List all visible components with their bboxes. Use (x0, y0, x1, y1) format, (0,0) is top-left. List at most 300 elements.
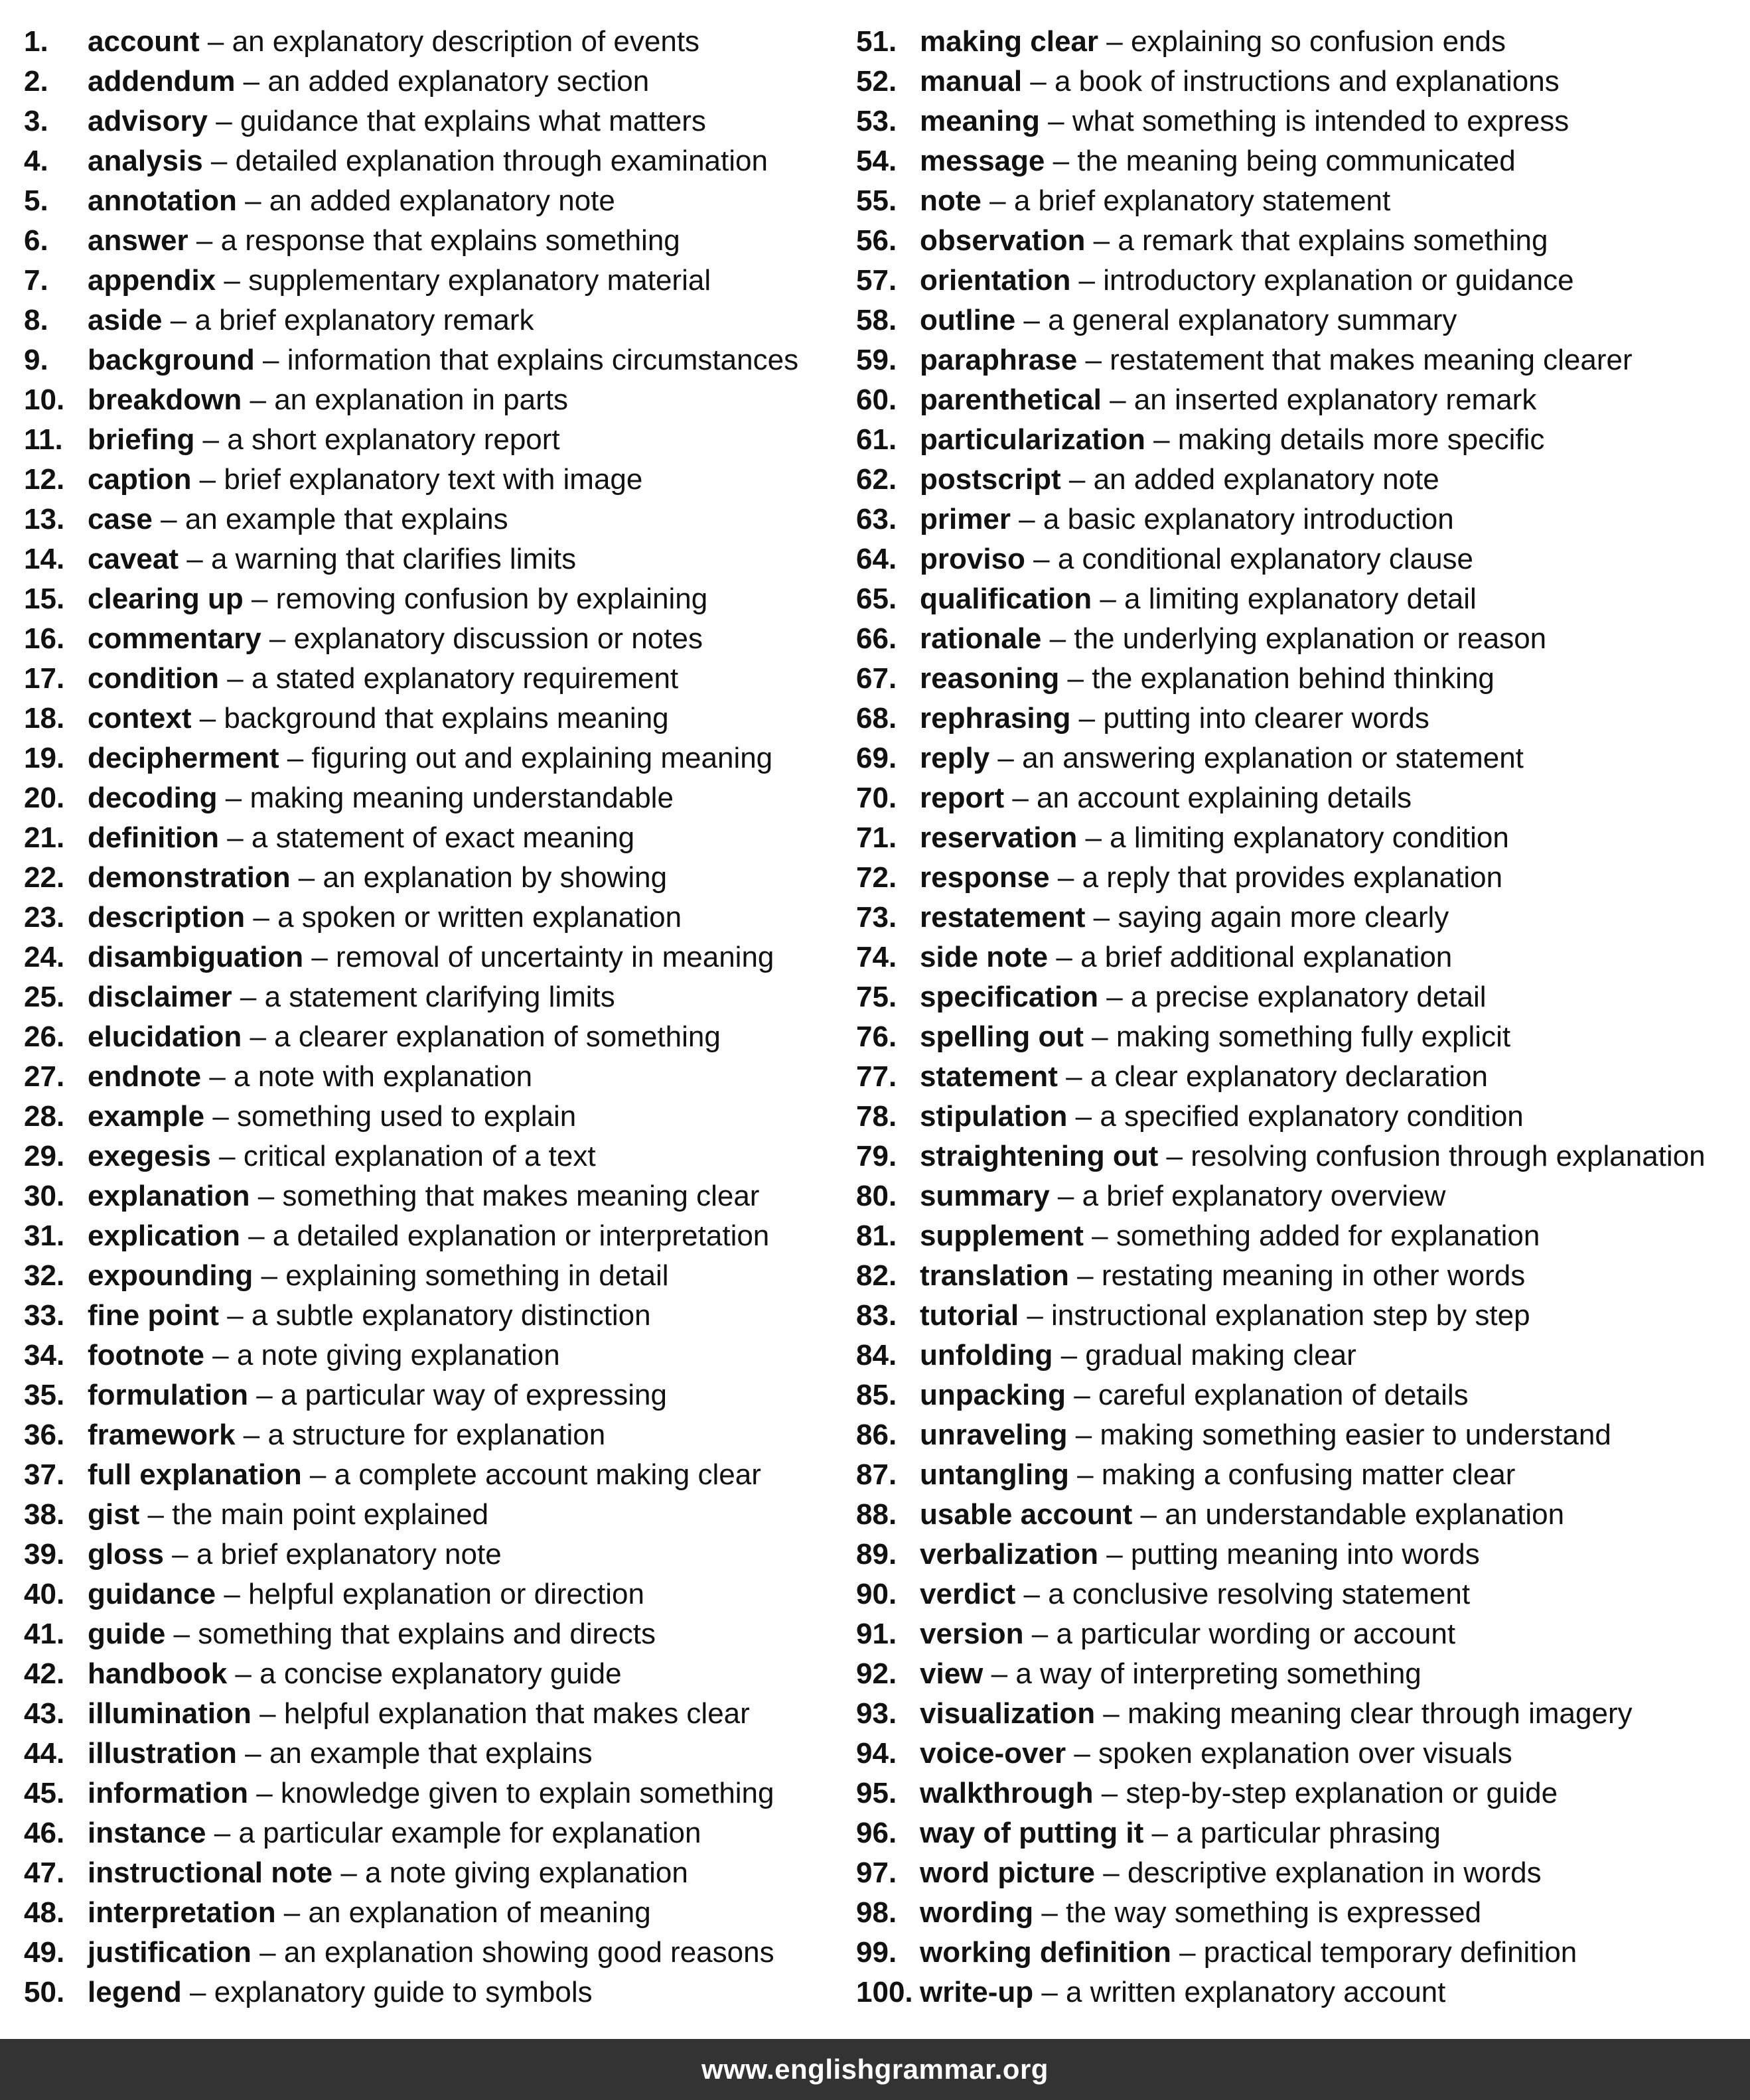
item-number: 67. (856, 662, 897, 695)
list-item (856, 778, 1739, 818)
list-item (24, 1256, 853, 1296)
item-number: 61. (856, 423, 897, 456)
list-item (24, 1415, 853, 1455)
list-item (24, 659, 853, 699)
item-body (920, 1614, 1455, 1654)
item-body (920, 659, 1495, 699)
item-separator: – (240, 1220, 273, 1252)
list-item (24, 420, 853, 460)
item-term: exegesis (88, 1140, 211, 1172)
item-number: 91. (856, 1618, 897, 1650)
item-definition: restating meaning in other words (1101, 1259, 1526, 1292)
item-number: 100. (856, 1976, 913, 2008)
list-item (856, 579, 1739, 619)
item-definition: the way something is expressed (1066, 1896, 1482, 1929)
item-body (920, 778, 1412, 818)
item-separator: – (1101, 384, 1134, 416)
item-term: explanation (88, 1180, 250, 1212)
item-term: unraveling (920, 1419, 1068, 1451)
item-term: statement (920, 1060, 1058, 1093)
list-item (24, 1535, 853, 1575)
item-body (920, 141, 1516, 181)
list-item (856, 1097, 1739, 1137)
list-item (856, 102, 1739, 141)
item-body (920, 1415, 1611, 1455)
item-definition: a limiting explanatory condition (1110, 821, 1509, 854)
item-body (88, 22, 699, 62)
item-separator: – (983, 1657, 1016, 1690)
item-separator: – (218, 662, 252, 695)
item-term: message (920, 145, 1045, 177)
item-term: observation (920, 224, 1086, 257)
list-item (856, 1495, 1739, 1535)
item-number: 26. (24, 1020, 65, 1053)
item-definition: making something fully explicit (1116, 1020, 1511, 1053)
item-body (920, 1137, 1706, 1176)
item-separator: – (191, 702, 224, 735)
item-definition: a brief explanatory overview (1082, 1180, 1446, 1212)
item-number: 27. (24, 1060, 65, 1093)
item-number: 12. (24, 463, 65, 496)
item-body (88, 938, 774, 977)
item-separator: – (290, 861, 323, 894)
item-term: qualification (920, 583, 1092, 615)
item-body (920, 1097, 1524, 1137)
item-separator: – (217, 782, 250, 814)
item-body (920, 380, 1536, 420)
list-item (24, 102, 853, 141)
item-separator: – (204, 1100, 238, 1133)
item-term: information (88, 1777, 248, 1809)
item-term: report (920, 782, 1005, 814)
item-separator: – (248, 1777, 281, 1809)
item-number: 48. (24, 1896, 65, 1929)
item-term: elucidation (88, 1020, 242, 1053)
item-definition: a clearer explanation of something (274, 1020, 721, 1053)
item-body (920, 938, 1452, 977)
item-definition: a note with explanation (234, 1060, 533, 1093)
list-item (856, 1336, 1739, 1375)
item-number: 93. (856, 1697, 897, 1730)
list-item (856, 460, 1739, 500)
item-number: 14. (24, 543, 65, 575)
item-term: wording (920, 1896, 1034, 1929)
item-number: 43. (24, 1697, 65, 1730)
item-definition: a stated explanatory requirement (251, 662, 679, 695)
item-term: unpacking (920, 1379, 1066, 1411)
list-item (856, 818, 1739, 858)
item-separator: – (1015, 304, 1049, 336)
list-item (24, 500, 853, 539)
item-number: 16. (24, 622, 65, 655)
item-number: 99. (856, 1936, 897, 1969)
list-item (24, 1495, 853, 1535)
item-body (88, 977, 615, 1017)
item-body (88, 1654, 622, 1694)
item-definition: background that explains meaning (224, 702, 669, 735)
item-number: 35. (24, 1379, 65, 1411)
list-item (24, 699, 853, 738)
item-number: 84. (856, 1339, 897, 1371)
item-definition: knowledge given to explain something (280, 1777, 774, 1809)
item-number: 62. (856, 463, 897, 496)
item-number: 81. (856, 1220, 897, 1252)
item-term: note (920, 184, 982, 217)
item-separator: – (1022, 65, 1055, 98)
item-term: verdict (920, 1578, 1016, 1610)
item-separator: – (1010, 503, 1043, 535)
item-body (920, 1017, 1510, 1057)
item-separator: – (139, 1498, 173, 1531)
item-number: 21. (24, 821, 65, 854)
list-item (856, 261, 1739, 301)
item-definition: what something is intended to express (1072, 105, 1569, 137)
item-number: 17. (24, 662, 65, 695)
list-item (24, 62, 853, 102)
item-definition: an answering explanation or statement (1022, 742, 1524, 774)
item-body (88, 778, 674, 818)
item-body (88, 1614, 656, 1654)
item-definition: saying again more clearly (1118, 901, 1449, 934)
item-body (88, 1495, 488, 1535)
item-body (88, 181, 615, 221)
item-body (88, 738, 772, 778)
item-separator: – (1041, 622, 1074, 655)
item-body (88, 898, 682, 938)
item-definition: the meaning being communicated (1077, 145, 1516, 177)
item-term: unfolding (920, 1339, 1053, 1371)
item-number: 82. (856, 1259, 897, 1292)
list-item (24, 938, 853, 977)
item-separator: – (1025, 543, 1058, 575)
item-body (88, 1575, 644, 1614)
item-definition: resolving confusion through explanation (1191, 1140, 1706, 1172)
item-number: 24. (24, 941, 65, 973)
list-item (24, 738, 853, 778)
item-term: expounding (88, 1259, 254, 1292)
item-body (88, 62, 649, 102)
list-item (24, 1893, 853, 1933)
item-term: example (88, 1100, 205, 1133)
item-term: side note (920, 941, 1049, 973)
item-definition: a particular phrasing (1176, 1817, 1441, 1849)
item-term: word picture (920, 1856, 1096, 1889)
item-definition: explaining something in detail (285, 1259, 669, 1292)
item-definition: spoken explanation over visuals (1098, 1737, 1512, 1770)
item-definition: a conditional explanatory clause (1057, 543, 1474, 575)
item-definition: information that explains circumstances (287, 344, 799, 376)
item-number: 45. (24, 1777, 65, 1809)
item-number: 20. (24, 782, 65, 814)
item-definition: helpful explanation that makes clear (283, 1697, 750, 1730)
item-number: 97. (856, 1856, 897, 1889)
item-body (88, 1375, 667, 1415)
item-number: 94. (856, 1737, 897, 1770)
item-term: gloss (88, 1538, 164, 1571)
item-term: outline (920, 304, 1016, 336)
item-term: annotation (88, 184, 237, 217)
item-number: 47. (24, 1856, 65, 1889)
item-number: 80. (856, 1180, 897, 1212)
item-body (88, 261, 711, 301)
item-number: 25. (24, 981, 65, 1013)
item-body (920, 22, 1506, 62)
item-term: briefing (88, 423, 195, 456)
item-separator: – (1033, 1976, 1066, 2008)
item-number: 5. (24, 184, 48, 217)
item-number: 53. (856, 105, 897, 137)
item-number: 92. (856, 1657, 897, 1690)
item-separator: – (181, 1976, 214, 2008)
item-separator: – (216, 1578, 249, 1610)
item-separator: – (1158, 1140, 1191, 1172)
item-number: 33. (24, 1299, 65, 1332)
item-body (920, 261, 1574, 301)
item-separator: – (1077, 344, 1110, 376)
item-number: 40. (24, 1578, 65, 1610)
list-item (24, 1296, 853, 1336)
item-term: verbalization (920, 1538, 1098, 1571)
list-item (856, 699, 1739, 738)
item-term: justification (88, 1936, 252, 1969)
item-separator: – (243, 583, 276, 615)
list-item (24, 1336, 853, 1375)
item-separator: – (232, 981, 265, 1013)
list-item (856, 858, 1739, 898)
item-body (88, 539, 576, 579)
list-item (856, 420, 1739, 460)
item-body (88, 1774, 774, 1813)
item-body (88, 380, 568, 420)
item-separator: – (1077, 821, 1110, 854)
item-separator: – (1085, 901, 1118, 934)
item-separator: – (188, 224, 221, 257)
item-definition: a note giving explanation (365, 1856, 688, 1889)
item-term: clearing up (88, 583, 244, 615)
item-definition: a brief explanatory statement (1013, 184, 1391, 217)
item-number: 90. (856, 1578, 897, 1610)
item-body (88, 1415, 605, 1455)
item-body (920, 1535, 1480, 1575)
item-definition: a spoken or written explanation (277, 901, 682, 934)
item-definition: putting meaning into words (1130, 1538, 1480, 1571)
item-definition: a note giving explanation (236, 1339, 560, 1371)
item-body (88, 102, 706, 141)
list-item (856, 1256, 1739, 1296)
item-body (920, 1973, 1445, 2012)
item-separator: – (210, 1140, 244, 1172)
list-item (856, 1614, 1739, 1654)
item-definition: a warning that clarifies limits (210, 543, 577, 575)
item-number: 69. (856, 742, 897, 774)
item-number: 78. (856, 1100, 897, 1133)
item-number: 36. (24, 1419, 65, 1451)
list-item (856, 898, 1739, 938)
item-definition: something added for explanation (1116, 1220, 1540, 1252)
item-term: parenthetical (920, 384, 1102, 416)
item-definition: the underlying explanation or reason (1074, 622, 1547, 655)
item-number: 52. (856, 65, 897, 98)
item-number: 87. (856, 1458, 897, 1491)
item-definition: an explanation by showing (323, 861, 668, 894)
item-body (920, 102, 1569, 141)
item-separator: – (1066, 1379, 1098, 1411)
item-number: 13. (24, 503, 65, 535)
item-body (920, 1375, 1469, 1415)
item-separator: – (1083, 1220, 1116, 1252)
item-separator: – (207, 105, 240, 137)
item-separator: – (1070, 264, 1104, 297)
item-term: visualization (920, 1697, 1096, 1730)
item-term: stipulation (920, 1100, 1068, 1133)
list-item (24, 141, 853, 181)
list-item (24, 22, 853, 62)
item-body (88, 1694, 750, 1734)
item-definition: a written explanatory account (1066, 1976, 1446, 2008)
item-separator: – (250, 1180, 283, 1212)
list-item (24, 1176, 853, 1216)
item-term: formulation (88, 1379, 248, 1411)
item-number: 31. (24, 1220, 65, 1252)
item-term: voice-over (920, 1737, 1066, 1770)
item-body (88, 500, 508, 539)
item-body (920, 1296, 1530, 1336)
item-separator: – (1083, 1020, 1116, 1053)
item-number: 65. (856, 583, 897, 615)
item-separator: – (162, 304, 195, 336)
item-separator: – (191, 463, 224, 496)
item-body (920, 221, 1548, 261)
list-item (856, 1375, 1739, 1415)
item-term: making clear (920, 25, 1099, 58)
item-number: 50. (24, 1976, 65, 2008)
item-separator: – (227, 1657, 260, 1690)
item-body (920, 699, 1429, 738)
item-term: specification (920, 981, 1098, 1013)
item-definition: restatement that makes meaning clearer (1110, 344, 1633, 376)
item-number: 57. (856, 264, 897, 297)
item-term: particularization (920, 423, 1145, 456)
item-separator: – (218, 1299, 252, 1332)
item-definition: explaining so confusion ends (1130, 25, 1506, 58)
item-body (88, 1973, 593, 2012)
item-term: guide (88, 1618, 166, 1650)
item-body (920, 1575, 1470, 1614)
item-separator: – (242, 384, 275, 416)
item-term: condition (88, 662, 219, 695)
item-number: 59. (856, 344, 897, 376)
item-separator: – (1098, 981, 1131, 1013)
item-definition: a brief additional explanation (1080, 941, 1453, 973)
item-body (920, 62, 1560, 102)
item-body (920, 1654, 1422, 1694)
item-definition: a particular way of expressing (280, 1379, 667, 1411)
item-body (920, 1256, 1525, 1296)
item-body (88, 1933, 774, 1973)
item-number: 19. (24, 742, 65, 774)
item-number: 96. (856, 1817, 897, 1849)
item-body (88, 1097, 576, 1137)
item-body (88, 1017, 721, 1057)
item-separator: – (1145, 423, 1178, 456)
list-item (856, 141, 1739, 181)
item-separator: – (1049, 861, 1082, 894)
item-separator: – (202, 145, 236, 177)
item-separator: – (1171, 1936, 1204, 1969)
list-item (24, 301, 853, 340)
list-item (24, 1375, 853, 1415)
item-definition: an explanation of meaning (308, 1896, 651, 1929)
item-definition: a statement of exact meaning (251, 821, 635, 854)
item-body (88, 1813, 701, 1853)
item-definition: careful explanation of details (1098, 1379, 1469, 1411)
item-separator: – (1132, 1498, 1165, 1531)
list-item (24, 1853, 853, 1893)
item-number: 85. (856, 1379, 897, 1411)
item-separator: – (981, 184, 1014, 217)
item-separator: – (1066, 1737, 1099, 1770)
list-item (856, 1535, 1739, 1575)
item-definition: an understandable explanation (1165, 1498, 1565, 1531)
item-body (920, 1455, 1515, 1495)
item-number: 3. (24, 105, 48, 137)
item-term: tutorial (920, 1299, 1019, 1332)
item-term: framework (88, 1419, 236, 1451)
list-item (24, 1973, 853, 2012)
item-separator: – (253, 1259, 286, 1292)
item-definition: a particular example for explanation (238, 1817, 701, 1849)
list-item (24, 1455, 853, 1495)
item-body (88, 340, 798, 380)
item-body (920, 1734, 1512, 1774)
list-item (24, 1654, 853, 1694)
item-separator: – (261, 622, 294, 655)
item-term: breakdown (88, 384, 242, 416)
item-definition: an example that explains (269, 1737, 593, 1770)
item-number: 72. (856, 861, 897, 894)
item-definition: an explanation in parts (274, 384, 568, 416)
item-separator: – (301, 1458, 334, 1491)
item-separator: – (1098, 1538, 1131, 1571)
item-number: 9. (24, 344, 48, 376)
item-number: 55. (856, 184, 897, 217)
item-term: background (88, 344, 255, 376)
item-body (88, 579, 707, 619)
item-definition: a subtle explanatory distinction (251, 1299, 651, 1332)
item-definition: introductory explanation or guidance (1103, 264, 1574, 297)
list-item (856, 659, 1739, 699)
item-term: appendix (88, 264, 216, 297)
item-separator: – (1053, 1339, 1086, 1371)
item-definition: an added explanatory note (1093, 463, 1439, 496)
list-item (24, 579, 853, 619)
item-definition: a reply that provides explanation (1082, 861, 1503, 894)
item-separator: – (194, 423, 228, 456)
item-definition: an explanation showing good reasons (283, 1936, 774, 1969)
item-definition: removing confusion by explaining (275, 583, 708, 615)
list-item (24, 340, 853, 380)
item-term: paraphrase (920, 344, 1078, 376)
item-body (88, 1336, 560, 1375)
item-body (88, 1137, 596, 1176)
item-term: write-up (920, 1976, 1034, 2008)
list-item (856, 221, 1739, 261)
item-body (920, 420, 1544, 460)
item-body (920, 500, 1454, 539)
list-item (856, 1813, 1739, 1853)
item-body (88, 1535, 502, 1575)
item-separator: – (251, 1936, 284, 1969)
